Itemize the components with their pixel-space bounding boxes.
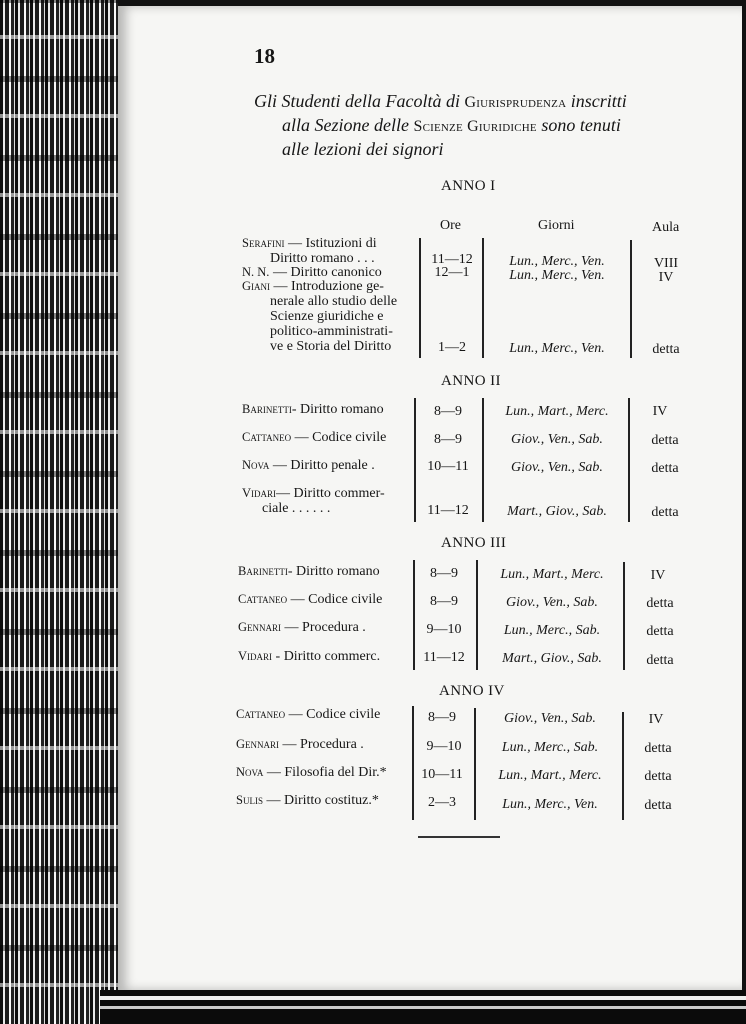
course-continuation: ve e Storia del Diritto [270, 339, 392, 354]
giorni-cell: Giov., Ven., Sab. [511, 460, 603, 475]
professor-name: Cattaneo [238, 592, 288, 606]
col-header-giorni: Giorni [538, 218, 575, 233]
intro-text: Gli Studenti della Facoltà di [254, 91, 465, 111]
professor-name: Vidari [242, 486, 277, 500]
aula-cell: VIII [653, 256, 679, 271]
aula-cell: detta [651, 433, 679, 448]
ore-cell: 2—3 [428, 795, 456, 810]
intro-line-1 [254, 90, 704, 114]
course-continuation: nerale allo studio delle [270, 294, 398, 309]
aula-cell: detta [646, 624, 674, 639]
professor-name: Nova [242, 458, 270, 472]
table-row [242, 430, 386, 446]
aula-cell: detta [644, 798, 672, 813]
anno-1-title: ANNO I [441, 178, 496, 194]
table-rule [419, 238, 421, 358]
giorni-cell: Lun., Mart., Merc. [500, 567, 604, 582]
aula-cell: IV [658, 270, 674, 285]
table-rule [630, 240, 632, 358]
professor-name: Gennari [236, 737, 280, 751]
ore-cell: 8—9 [430, 594, 458, 609]
intro-text: inscritti [566, 91, 627, 111]
ore-cell: 8—9 [430, 566, 458, 581]
course-name: — Diritto canonico [272, 265, 382, 280]
table-row [242, 279, 384, 295]
giorni-cell: Lun., Mart., Merc. [498, 768, 602, 783]
col-header-aula: Aula [652, 220, 680, 235]
course-name: - Diritto romano [287, 564, 380, 579]
course-continuation: Scienze giuridiche e [270, 309, 384, 324]
ore-cell: 8—9 [434, 432, 462, 447]
ore-cell: 11—12 [423, 650, 465, 665]
giorni-cell: Lun., Mart., Merc. [505, 404, 609, 419]
closing-rule [418, 836, 500, 838]
page-number: 18 [254, 44, 275, 68]
course-continuation: ciale . . . . . . [262, 501, 331, 516]
ore-cell: 12—1 [434, 265, 470, 280]
ore-cell: 10—11 [421, 767, 463, 782]
aula-cell: detta [646, 596, 674, 611]
professor-name: Serafini [242, 236, 285, 250]
table-rule [474, 708, 476, 820]
aula-cell: IV [650, 568, 666, 583]
giorni-cell: Lun., Merc., Ven. [509, 268, 605, 283]
table-row [242, 402, 384, 418]
intro-text: alla Sezione delle [282, 115, 414, 135]
table-row [238, 592, 382, 608]
ore-cell: 9—10 [426, 739, 462, 754]
aula-cell: detta [652, 342, 680, 357]
professor-name: Cattaneo [242, 430, 292, 444]
section-name: Scienze Giuridiche [413, 118, 537, 135]
course-name: — Codice civile [294, 430, 387, 445]
aula-cell: IV [652, 404, 668, 419]
aula-cell: detta [651, 461, 679, 476]
table-row [242, 458, 375, 474]
course-name: — Procedura . [284, 620, 366, 635]
anno-4-title: ANNO IV [439, 683, 505, 699]
table-rule [414, 398, 416, 522]
col-header-ore: Ore [440, 218, 461, 233]
table-row [236, 765, 387, 781]
table-rule [622, 712, 624, 820]
course-continuation: politico-amministrati- [270, 324, 393, 339]
table-rule [623, 562, 625, 670]
intro-paragraph [254, 90, 704, 160]
professor-name: Cattaneo [236, 707, 286, 721]
course-name: — Introduzione ge- [273, 279, 384, 294]
faculty-name: Giurisprudenza [464, 94, 567, 111]
aula-cell: detta [644, 769, 672, 784]
professor-name: Giani [242, 279, 271, 293]
course-name: - Diritto romano [291, 402, 384, 417]
table-row [238, 564, 380, 580]
table-rule [476, 560, 478, 670]
course-name: — Codice civile [288, 707, 381, 722]
intro-text: sono tenuti [536, 115, 621, 135]
aula-cell: detta [646, 653, 674, 668]
course-name: - Diritto commerc. [275, 649, 381, 664]
course-name: — Diritto commer- [276, 486, 385, 501]
ore-cell: 11—12 [427, 503, 469, 518]
table-row [242, 486, 385, 502]
course-name: — Procedura . [282, 737, 364, 752]
professor-name: Barinetti [238, 564, 288, 578]
professor-name: Gennari [238, 620, 282, 634]
intro-line-2 [254, 114, 704, 138]
giorni-cell: Giov., Ven., Sab. [504, 711, 596, 726]
giorni-cell: Lun., Merc., Sab. [501, 740, 599, 755]
book-bottom-edge [100, 990, 746, 1024]
book-page-edges [0, 0, 118, 1024]
professor-name: Vidari [238, 649, 273, 663]
giorni-cell: Giov., Ven., Sab. [511, 432, 603, 447]
table-row [236, 737, 364, 753]
anno-2-title: ANNO II [441, 373, 501, 389]
ore-cell: 1—2 [438, 340, 466, 355]
anno-3-title: ANNO III [441, 535, 507, 551]
professor-name: Barinetti [242, 402, 292, 416]
professor-name: Sulis [236, 793, 263, 807]
professor-name: N. N. [242, 265, 270, 279]
ore-cell: 8—9 [428, 710, 456, 725]
course-name: — Diritto costituz.* [266, 793, 379, 808]
course-name: — Codice civile [290, 592, 383, 607]
aula-cell: detta [651, 505, 679, 520]
giorni-cell: Lun., Merc., Ven. [502, 797, 598, 812]
aula-cell: IV [648, 712, 664, 727]
aula-cell: detta [644, 741, 672, 756]
ore-cell: 10—11 [427, 459, 469, 474]
course-continuation: Diritto romano . . . [270, 251, 375, 266]
giorni-cell: Lun., Merc., Ven. [509, 341, 605, 356]
course-name: — Diritto penale . [272, 458, 375, 473]
giorni-cell: Mart., Giov., Sab. [502, 651, 602, 666]
giorni-cell: Lun., Merc., Ven. [509, 254, 605, 269]
table-row [236, 707, 380, 723]
ore-cell: 8—9 [434, 404, 462, 419]
table-row [236, 793, 379, 809]
intro-line-3: alle lezioni dei signori [282, 139, 444, 159]
course-name: — Istituzioni di [287, 236, 377, 251]
giorni-cell: Giov., Ven., Sab. [506, 595, 598, 610]
professor-name: Nova [236, 765, 264, 779]
course-name: — Filosofia del Dir.* [266, 765, 387, 780]
giorni-cell: Mart., Giov., Sab. [507, 504, 607, 519]
table-rule [482, 398, 484, 522]
ore-cell: 9—10 [426, 622, 462, 637]
ore-cell: 11—12 [431, 252, 473, 267]
giorni-cell: Lun., Merc., Sab. [503, 623, 601, 638]
table-row [242, 236, 377, 252]
table-row [238, 620, 366, 636]
table-row [238, 649, 380, 665]
table-rule [482, 238, 484, 358]
